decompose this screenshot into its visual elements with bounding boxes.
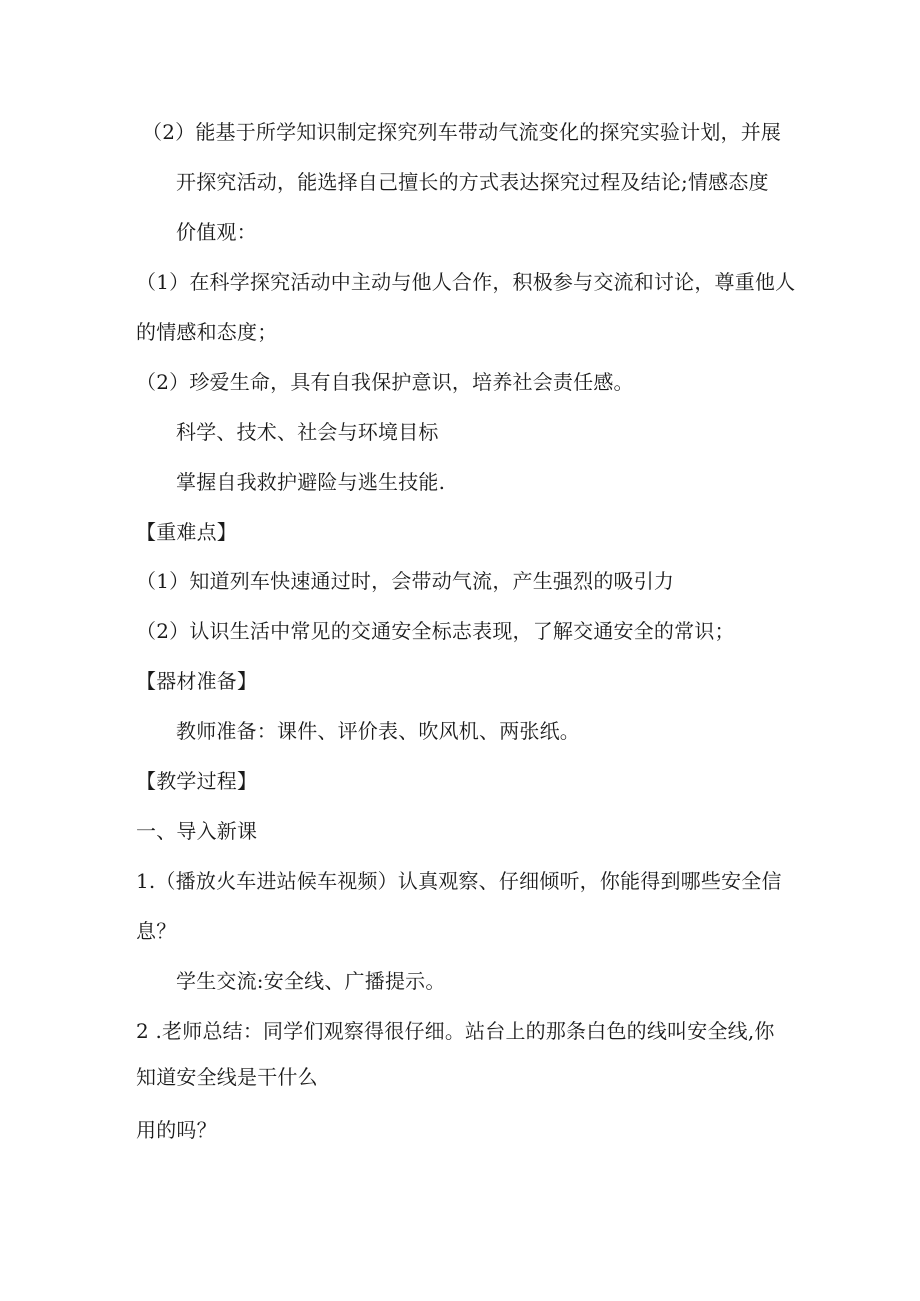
section-heading: 【器材准备】 bbox=[136, 669, 258, 693]
text-line: 知道安全线是干什么 bbox=[136, 1065, 318, 1089]
text-line: 价值观： bbox=[176, 220, 257, 244]
text-line: （1）在科学探究活动中主动与他人合作，积极参与交流和讨论，尊重他人 bbox=[136, 270, 796, 294]
text-line: （2）能基于所学知识制定探究列车带动气流变化的探究实验计划，并展 bbox=[142, 120, 782, 144]
text-line: 学生交流:安全线、广播提示。 bbox=[176, 969, 446, 993]
text-line: 1.（播放火车进站候车视频）认真观察、仔细倾听，你能得到哪些安全信 bbox=[136, 869, 782, 893]
text-line: 用的吗？ bbox=[136, 1118, 217, 1142]
text-line: 掌握自我救护避险与逃生技能. bbox=[176, 470, 446, 494]
text-line: 的情感和态度； bbox=[136, 320, 278, 344]
text-line: 息？ bbox=[136, 919, 177, 943]
section-heading: 【重难点】 bbox=[136, 520, 237, 544]
section-heading: 【教学过程】 bbox=[136, 769, 258, 793]
text-line: （2）认识生活中常见的交通安全标志表现，了解交通安全的常识； bbox=[136, 619, 735, 643]
text-line: 开探究活动，能选择自己擅长的方式表达探究过程及结论;情感态度 bbox=[176, 170, 769, 194]
subsection-heading: 一、导入新课 bbox=[136, 819, 258, 843]
text-line: 科学、技术、社会与环境目标 bbox=[176, 420, 439, 444]
text-line: （1）知道列车快速通过时，会带动气流，产生强烈的吸引力 bbox=[136, 569, 675, 593]
text-line: 教师准备：课件、评价表、吹风机、两张纸。 bbox=[176, 719, 580, 743]
text-line: （2）珍爱生命，具有自我保护意识，培养社会责任感。 bbox=[136, 370, 634, 394]
text-line: 2 .老师总结：同学们观察得很仔细。站台上的那条白色的线叫安全线,你 bbox=[136, 1019, 775, 1043]
